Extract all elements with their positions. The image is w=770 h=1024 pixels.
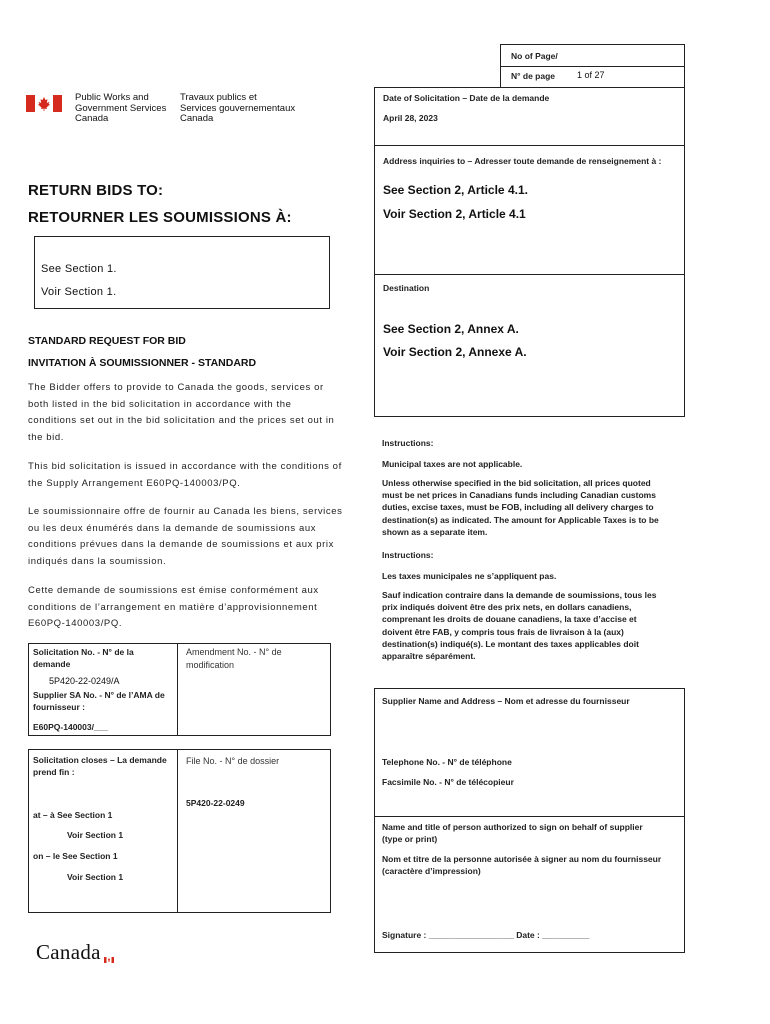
canada-flag-icon (26, 95, 62, 112)
org-name-en: Public Works and Government Services Canada (75, 92, 167, 124)
supplier-name-label: Supplier Name and Address – Nom et adresse du fournisseur (382, 696, 630, 706)
closes-on-fr: Voir Section 1 (67, 872, 124, 882)
page-count-label-fr: N° de page (511, 71, 556, 81)
solicitation-closes-box (28, 749, 178, 913)
page-count-label: No of Page/ (511, 51, 558, 61)
address-label: Address inquiries to – Adresser toute demande de renseignement à : (383, 156, 662, 166)
instructions-en-municipal: Municipal taxes are not applicable. (382, 459, 523, 469)
instructions-en-body: Unless otherwise specified in the bid solicitation, all prices quoted must be net prices in Canadians funds including Canadian customs duties, excise taxes, must be FOB, including all delivery charges to destination(s) as indicated. The amount for Applicable Taxes is to be shown as a separate item. (382, 478, 659, 537)
supplier-box (374, 688, 685, 953)
instructions-fr-label: Instructions: (382, 550, 434, 560)
solicitation-number-box (28, 643, 178, 736)
closes-at: at – à See Section 1 (33, 810, 113, 820)
solicitation-info-box (374, 87, 685, 417)
authorized-name-en: Name and title of person authorized to sign on behalf of supplier (type or print) (382, 822, 643, 845)
return-bids-box (34, 236, 330, 309)
paragraph-issued-fr: Cette demande de soumissions est émise conformément aux conditions de l’arrangement en matière d’approvisionnement E60PQ-140003/PQ. (28, 585, 319, 629)
instructions-fr-municipal: Les taxes municipales ne s’appliquent pas. (382, 571, 557, 581)
destination-label: Destination (383, 283, 430, 293)
instructions-en-label: Instructions: (382, 438, 434, 448)
paragraph-offer-en: The Bidder offers to provide to Canada the goods, services or both listed in the bid solicitation in accordance with the conditions set out in the bid solicitation and the prices set out in the bid. (28, 382, 335, 443)
return-bids-title: RETURN BIDS TO: (28, 182, 164, 199)
amendment-box (177, 643, 331, 736)
file-number-box (177, 749, 331, 913)
authorized-name-fr: Nom et titre de la personne autorisée à signer au nom du fournisseur (caractère d’impression) (382, 854, 662, 877)
page-count-value: 1 of 27 (577, 70, 605, 80)
date-value: April 28, 2023 (383, 113, 438, 123)
supplier-sa-label: Supplier SA No. - N° de l’AMA de fournisseur : (33, 690, 165, 713)
wordmark-flag-icon (104, 944, 114, 950)
solicitation-number-label: Solicitation No. - N° de la demande (33, 647, 134, 670)
supplier-sa-value: E60PQ-140003/___ (33, 722, 109, 732)
paragraph-issued-en: This bid solicitation is issued in accordance with the conditions of the Supply Arrangement E60PQ-140003/PQ. (28, 461, 342, 489)
instructions-fr-body: Sauf indication contraire dans la demande de soumissions, tous les prix indiqués doivent être des prix nets, en dollars canadiens, comprenant les droits de douane canadiens, la taxe d’accise et doivent être FAB, y compris tous frais de livraison à la (aux) destination(s) indiqué(s). Le montant des taxes applicables doit apparaître séparément. (382, 590, 657, 662)
closes-label: Solicitation closes – La demande prend fin : (33, 755, 167, 778)
org-name-fr: Travaux publics et Services gouvernementaux Canada (180, 92, 296, 124)
destination-line-2: Voir Section 2, Annexe A. (383, 345, 527, 359)
return-bids-title-fr: RETOURNER LES SOUMISSIONS À: (28, 209, 292, 226)
facsimile-label: Facsimile No. - N° de télécopieur (382, 777, 514, 787)
telephone-label: Telephone No. - N° de téléphone (382, 757, 512, 767)
closes-on: on – le See Section 1 (33, 851, 118, 861)
standard-request-title-fr: INVITATION À SOUMISSIONNER - STANDARD (28, 357, 257, 369)
file-number-value: 5P420-22-0249 (186, 798, 245, 808)
standard-request-title: STANDARD REQUEST FOR BID (28, 335, 186, 347)
solicitation-number-value: 5P420-22-0249/A (49, 676, 120, 686)
date-label: Date of Solicitation – Date de la demande (383, 93, 550, 103)
address-line-1: See Section 2, Article 4.1. (383, 183, 528, 197)
page-count-box (500, 44, 685, 88)
address-line-2: Voir Section 2, Article 4.1 (383, 207, 526, 221)
return-bids-line-1: See Section 1. (41, 263, 117, 275)
amendment-label: Amendment No. - N° de modification (186, 647, 282, 670)
closes-at-fr: Voir Section 1 (67, 830, 124, 840)
paragraph-offer-fr: Le soumissionnaire offre de fournir au Canada les biens, services ou les deux énumérés dans la demande de soumissions aux conditions prévues dans la demande de soumissions et aux prix indiqués dans la soumission. (28, 506, 343, 567)
file-number-label: File No. - N° de dossier (186, 756, 280, 766)
signature-line[interactable]: Signature : __________________ Date : __________ (382, 930, 590, 940)
canada-wordmark: Canada (36, 940, 101, 965)
destination-line-1: See Section 2, Annex A. (383, 322, 519, 336)
return-bids-line-2: Voir Section 1. (41, 286, 117, 298)
